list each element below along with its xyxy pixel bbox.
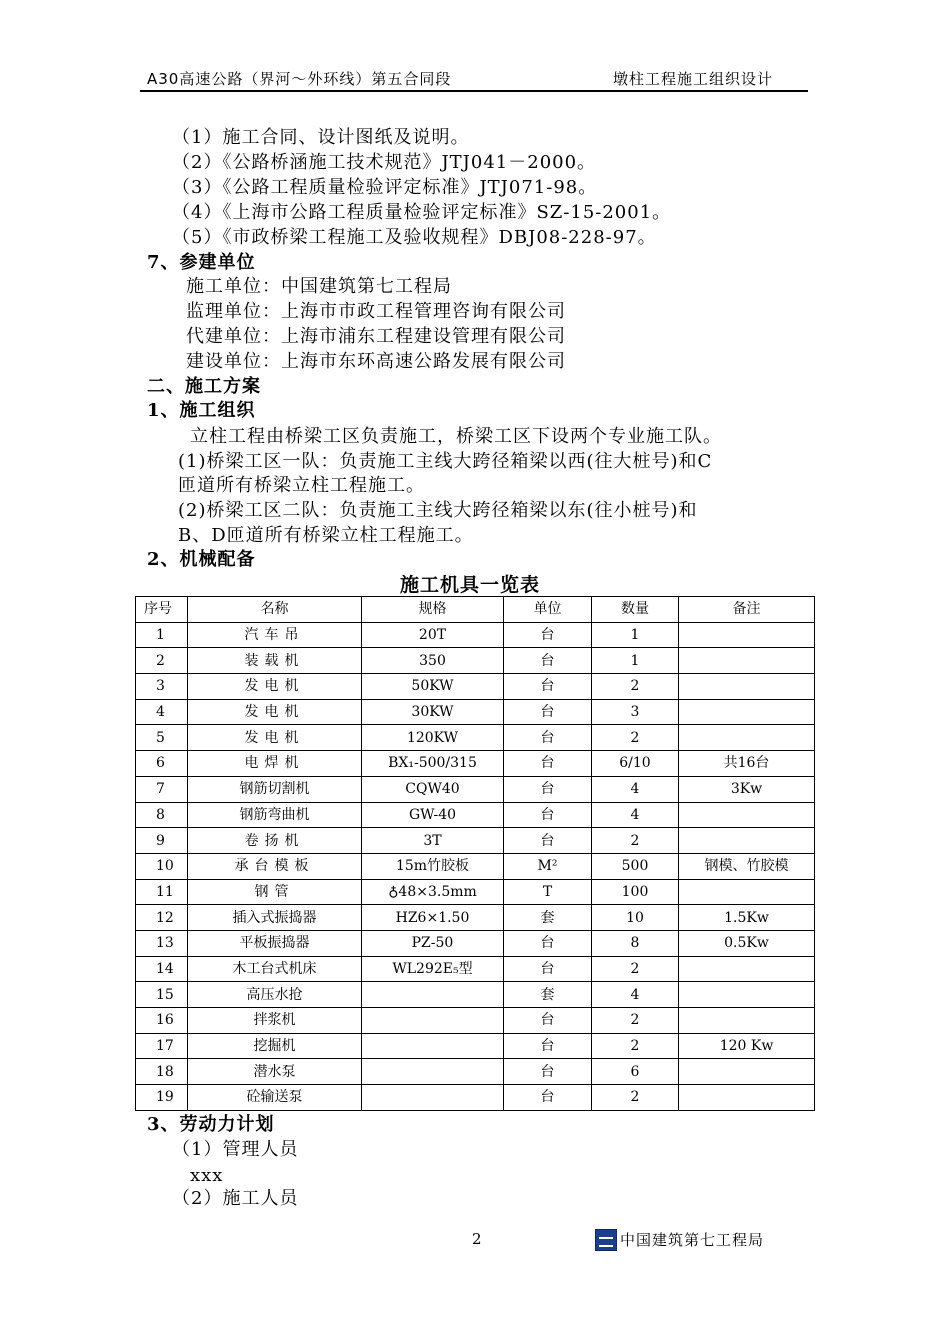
table-cell: 12 — [136, 905, 188, 931]
table-cell — [679, 1008, 815, 1034]
table-cell: 120KW — [362, 725, 504, 751]
table-cell: 台 — [504, 699, 592, 725]
section-heading-participants: 7、参建单位 — [147, 252, 256, 273]
labor-item: xxx — [190, 1165, 224, 1186]
table-cell: 500 — [592, 853, 679, 879]
table-cell: 钢管 — [188, 879, 362, 905]
table-cell: 插入式振捣器 — [188, 905, 362, 931]
table-cell: 卷扬机 — [188, 828, 362, 854]
table-cell: 14 — [136, 956, 188, 982]
table-row — [136, 648, 815, 674]
participant-unit: 代建单位：上海市浦东工程建设管理有限公司 — [186, 326, 566, 347]
table-cell: 350 — [362, 648, 504, 674]
header-divider — [140, 90, 808, 92]
table-cell: 10 — [136, 853, 188, 879]
table-cell — [362, 1033, 504, 1059]
table-cell: HZ6×1.50 — [362, 905, 504, 931]
table-cell: 4 — [592, 982, 679, 1008]
table-cell: 6 — [136, 751, 188, 777]
table-cell: 台 — [504, 828, 592, 854]
table-cell: 台 — [504, 674, 592, 700]
header-cell: 名称 — [188, 597, 362, 623]
table-cell — [362, 1085, 504, 1111]
table-row — [136, 1085, 815, 1111]
table-cell — [362, 1008, 504, 1034]
table-cell: 8 — [592, 930, 679, 956]
table-row — [136, 930, 815, 956]
table-row — [136, 982, 815, 1008]
participant-unit: 施工单位：中国建筑第七工程局 — [186, 276, 452, 297]
section-heading-labor: 3、劳动力计划 — [147, 1114, 275, 1135]
table-cell: 潜水泵 — [188, 1059, 362, 1085]
table-cell: 拌浆机 — [188, 1008, 362, 1034]
table-cell: 11 — [136, 879, 188, 905]
section-heading-organization: 1、施工组织 — [147, 400, 256, 421]
table-cell — [679, 725, 815, 751]
table-cell: 台 — [504, 1033, 592, 1059]
table-cell: 9 — [136, 828, 188, 854]
table-cell: 3Kw — [679, 776, 815, 802]
table-cell: 15m竹胶板 — [362, 853, 504, 879]
table-cell: 高压水抢 — [188, 982, 362, 1008]
table-cell: 15 — [136, 982, 188, 1008]
table-cell: 30KW — [362, 699, 504, 725]
table-cell — [679, 674, 815, 700]
reference-item: （1）施工合同、设计图纸及说明。 — [172, 127, 470, 148]
table-cell: 套 — [504, 982, 592, 1008]
table-cell: 钢筋切割机 — [188, 776, 362, 802]
table-cell: BX₁-500/315 — [362, 751, 504, 777]
table-cell — [679, 699, 815, 725]
table-cell — [679, 802, 815, 828]
table-cell: 2 — [136, 648, 188, 674]
table-row — [136, 751, 815, 777]
table-cell: 7 — [136, 776, 188, 802]
table-cell: 2 — [592, 725, 679, 751]
table-cell: 装载机 — [188, 648, 362, 674]
table-cell: T — [504, 879, 592, 905]
table-cell: 2 — [592, 1085, 679, 1111]
table-cell: 汽车吊 — [188, 622, 362, 648]
table-cell: 共16台 — [679, 751, 815, 777]
table-cell — [679, 879, 815, 905]
footer-organization: 中国建筑第七工程局 — [620, 1231, 765, 1249]
table-cell: 2 — [592, 828, 679, 854]
reference-item: （4）《上海市公路工程质量检验评定标准》SZ-15-2001。 — [172, 202, 672, 223]
table-cell: 50KW — [362, 674, 504, 700]
table-cell: 4 — [136, 699, 188, 725]
table-cell: 2 — [592, 674, 679, 700]
table-cell: 台 — [504, 930, 592, 956]
table-row — [136, 853, 815, 879]
table-cell: 1 — [136, 622, 188, 648]
table-cell — [679, 982, 815, 1008]
table-cell: 2 — [592, 1008, 679, 1034]
table-row — [136, 1033, 815, 1059]
table-cell: 8 — [136, 802, 188, 828]
table-cell: 19 — [136, 1085, 188, 1111]
table-row — [136, 956, 815, 982]
table-cell: 砼输送泵 — [188, 1085, 362, 1111]
table-cell: 18 — [136, 1059, 188, 1085]
table-cell: 台 — [504, 802, 592, 828]
organization-paragraph: 立柱工程由桥梁工区负责施工，桥梁工区下设两个专业施工队。 — [190, 426, 722, 447]
table-cell: 3 — [136, 674, 188, 700]
table-row — [136, 1008, 815, 1034]
reference-item: （3）《公路工程质量检验评定标准》JTJ071-98。 — [172, 177, 598, 198]
table-cell: GW-40 — [362, 802, 504, 828]
table-row — [136, 828, 815, 854]
table-cell: 1 — [592, 622, 679, 648]
table-cell: 台 — [504, 751, 592, 777]
table-cell: 1 — [592, 648, 679, 674]
page-number: 2 — [472, 1230, 482, 1248]
table-cell: 13 — [136, 930, 188, 956]
table-cell: 4 — [592, 776, 679, 802]
table-cell: 100 — [592, 879, 679, 905]
table-cell: WL292E₅型 — [362, 956, 504, 982]
table-row — [136, 776, 815, 802]
table-cell: CQW40 — [362, 776, 504, 802]
table-cell: 台 — [504, 1059, 592, 1085]
table-cell: 台 — [504, 1085, 592, 1111]
participant-unit: 建设单位：上海市东环高速公路发展有限公司 — [186, 351, 566, 372]
table-cell: 0.5Kw — [679, 930, 815, 956]
table-cell: 台 — [504, 725, 592, 751]
table-cell: 120 Kw — [679, 1033, 815, 1059]
table-row — [136, 725, 815, 751]
header-cell: 数量 — [592, 597, 679, 623]
table-cell — [679, 956, 815, 982]
table-cell: 3T — [362, 828, 504, 854]
header-cell: 规格 — [362, 597, 504, 623]
table-cell: 1.5Kw — [679, 905, 815, 931]
table-cell: 台 — [504, 776, 592, 802]
table-cell: 发电机 — [188, 725, 362, 751]
table-cell — [679, 828, 815, 854]
machinery-table — [135, 596, 815, 1111]
table-cell: 挖掘机 — [188, 1033, 362, 1059]
reference-item: （5）《市政桥梁工程施工及验收规程》DBJ08-228-97。 — [172, 227, 657, 248]
organization-paragraph: 匝道所有桥梁立柱工程施工。 — [178, 475, 425, 496]
labor-item: （1）管理人员 — [172, 1139, 299, 1160]
table-cell: 电焊机 — [188, 751, 362, 777]
organization-paragraph: B、D匝道所有桥梁立柱工程施工。 — [178, 525, 474, 546]
header-document-title: 墩柱工程施工组织设计 — [613, 70, 774, 88]
table-cell: ♁48×3.5mm — [362, 879, 504, 905]
table-cell: PZ-50 — [362, 930, 504, 956]
table-row — [136, 674, 815, 700]
table-cell: 台 — [504, 622, 592, 648]
reference-item: （2）《公路桥涵施工技术规范》JTJ041－2000。 — [172, 152, 597, 173]
labor-item: （2）施工人员 — [172, 1188, 299, 1209]
table-cell: 6/10 — [592, 751, 679, 777]
table-cell: 承台模板 — [188, 853, 362, 879]
table-cell: 钢模、竹胶模 — [679, 853, 815, 879]
table-cell: 平板振捣器 — [188, 930, 362, 956]
table-row — [136, 802, 815, 828]
table-cell: 2 — [592, 1033, 679, 1059]
table-cell: 17 — [136, 1033, 188, 1059]
header-cell: 备注 — [679, 597, 815, 623]
table-row — [136, 879, 815, 905]
table-cell — [679, 1085, 815, 1111]
table-cell: 发电机 — [188, 674, 362, 700]
table-title: 施工机具一览表 — [400, 574, 541, 596]
table-cell — [679, 648, 815, 674]
table-cell — [362, 1059, 504, 1085]
organization-paragraph: (1)桥梁工区一队：负责施工主线大跨径箱梁以西(往大桩号)和C — [178, 451, 713, 472]
table-cell: 10 — [592, 905, 679, 931]
table-cell: 木工台式机床 — [188, 956, 362, 982]
organization-paragraph: (2)桥梁工区二队：负责施工主线大跨径箱梁以东(往小桩号)和 — [178, 500, 698, 521]
table-cell: 台 — [504, 1008, 592, 1034]
table-cell: 5 — [136, 725, 188, 751]
table-cell: 20T — [362, 622, 504, 648]
table-header-row — [136, 597, 815, 623]
table-cell — [679, 622, 815, 648]
header-cell: 单位 — [504, 597, 592, 623]
table-row — [136, 699, 815, 725]
table-cell: 发电机 — [188, 699, 362, 725]
header-project-title: A30高速公路（界河～外环线）第五合同段 — [147, 70, 452, 88]
table-cell: 台 — [504, 956, 592, 982]
table-cell: M² — [504, 853, 592, 879]
table-cell — [362, 982, 504, 1008]
table-row — [136, 1059, 815, 1085]
table-cell: 6 — [592, 1059, 679, 1085]
participant-unit: 监理单位：上海市市政工程管理咨询有限公司 — [186, 301, 566, 322]
table-row — [136, 905, 815, 931]
table-cell: 2 — [592, 956, 679, 982]
table-row — [136, 622, 815, 648]
table-cell — [679, 1059, 815, 1085]
table-cell: 3 — [592, 699, 679, 725]
section-heading-machinery: 2、机械配备 — [147, 549, 256, 570]
table-cell: 钢筋弯曲机 — [188, 802, 362, 828]
part-heading-construction-plan: 二、施工方案 — [147, 376, 261, 397]
table-cell: 16 — [136, 1008, 188, 1034]
table-body — [136, 622, 815, 1110]
table-cell: 套 — [504, 905, 592, 931]
table-cell: 4 — [592, 802, 679, 828]
table-cell: 台 — [504, 648, 592, 674]
cscec-logo-icon — [595, 1229, 617, 1251]
header-cell: 序号 — [136, 597, 188, 623]
